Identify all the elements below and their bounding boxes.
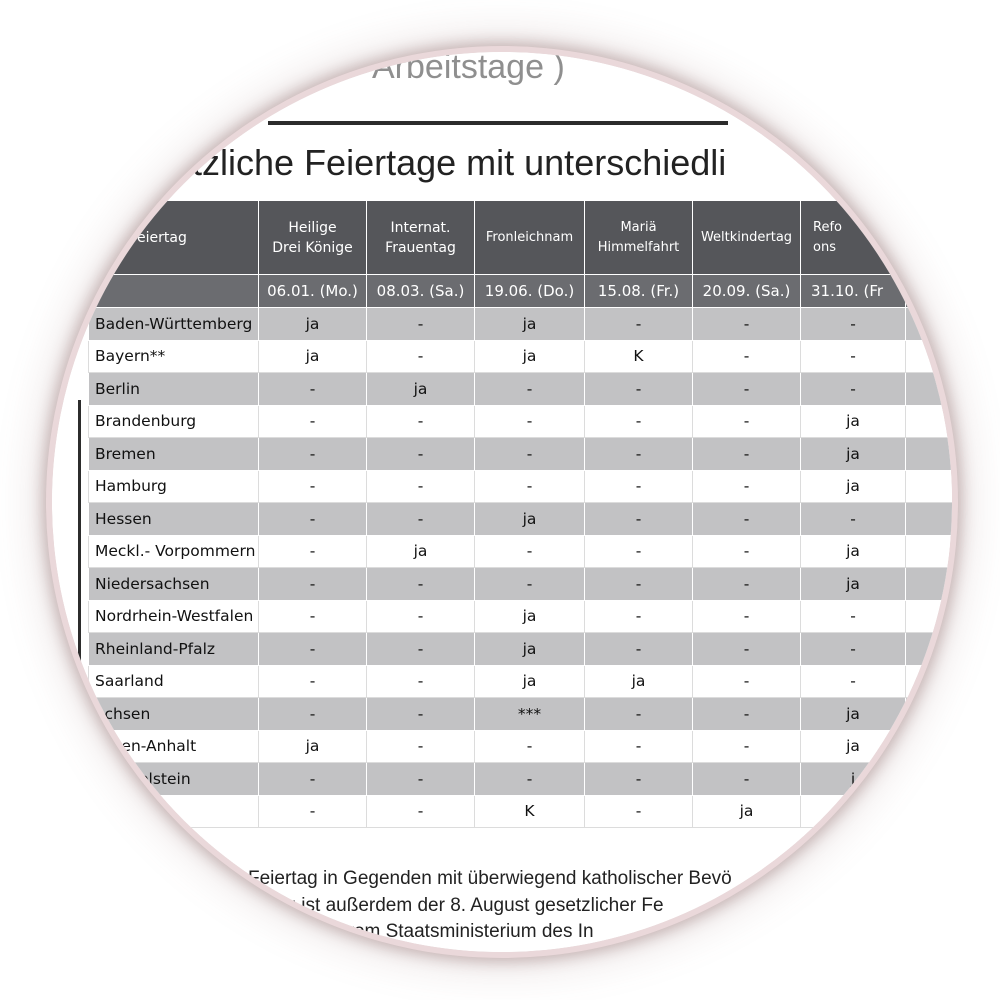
state-name-cell: Bremen bbox=[89, 438, 259, 471]
state-name-cell: Hessen bbox=[89, 503, 259, 536]
top-divider bbox=[268, 121, 728, 125]
state-name-cell: wig-Holstein bbox=[89, 763, 259, 796]
value-cell: - bbox=[693, 503, 801, 536]
column-header-weltkindertag: Weltkindertag bbox=[693, 201, 801, 275]
value-cell: - bbox=[367, 568, 475, 601]
value-cell bbox=[906, 633, 953, 666]
state-name-cell: chsen-Anhalt bbox=[89, 730, 259, 763]
value-cell: - bbox=[801, 503, 906, 536]
date-cell bbox=[906, 275, 953, 308]
value-cell: ja bbox=[801, 470, 906, 503]
value-cell: - bbox=[693, 405, 801, 438]
state-name-cell: Saarland bbox=[89, 665, 259, 698]
date-cell: 15.08. (Fr.) bbox=[585, 275, 693, 308]
document-page bbox=[52, 52, 952, 952]
column-header-holiday: eiertag bbox=[89, 201, 259, 275]
value-cell: - bbox=[801, 308, 906, 341]
value-cell: - bbox=[475, 763, 585, 796]
value-cell: - bbox=[475, 730, 585, 763]
table-row bbox=[89, 698, 953, 731]
column-header-mariae-himmelfahrt: Mariä Himmelfahrt bbox=[585, 201, 693, 275]
value-cell: ja bbox=[475, 600, 585, 633]
column-header-fronleichnam: Fronleichnam bbox=[475, 201, 585, 275]
value-cell bbox=[906, 730, 953, 763]
value-cell bbox=[906, 503, 953, 536]
date-cell: 20.09. (Sa.) bbox=[693, 275, 801, 308]
table-row bbox=[89, 470, 953, 503]
value-cell: - bbox=[693, 568, 801, 601]
value-cell: ja bbox=[475, 503, 585, 536]
value-cell bbox=[906, 340, 953, 373]
value-cell: - bbox=[367, 763, 475, 796]
footnote-line-1: Feiertag in Gegenden mit überwiegend katholischer Bevö bbox=[248, 868, 732, 889]
value-cell: - bbox=[585, 568, 693, 601]
value-cell bbox=[906, 308, 953, 341]
value-cell: ja bbox=[475, 308, 585, 341]
value-cell: - bbox=[801, 373, 906, 406]
value-cell: - bbox=[585, 535, 693, 568]
table-row bbox=[89, 535, 953, 568]
value-cell bbox=[906, 405, 953, 438]
value-cell: - bbox=[693, 470, 801, 503]
value-cell: ja bbox=[801, 698, 906, 731]
column-header-extra bbox=[906, 201, 953, 275]
value-cell: - bbox=[585, 730, 693, 763]
value-cell bbox=[906, 438, 953, 471]
value-cell: - bbox=[259, 405, 367, 438]
value-cell bbox=[906, 568, 953, 601]
value-cell: - bbox=[585, 763, 693, 796]
date-cell: 08.03. (Sa.) bbox=[367, 275, 475, 308]
value-cell: - bbox=[259, 763, 367, 796]
value-cell: - bbox=[693, 373, 801, 406]
table-row bbox=[89, 763, 953, 796]
value-cell: ja bbox=[259, 340, 367, 373]
value-cell: - bbox=[801, 633, 906, 666]
value-cell: - bbox=[585, 405, 693, 438]
state-name-cell: Berlin bbox=[89, 373, 259, 406]
table-row bbox=[89, 600, 953, 633]
value-cell: - bbox=[367, 600, 475, 633]
value-cell: - bbox=[585, 633, 693, 666]
value-cell: ja bbox=[801, 438, 906, 471]
value-cell: - bbox=[585, 503, 693, 536]
table-row bbox=[89, 373, 953, 406]
value-cell bbox=[906, 795, 953, 828]
value-cell: ja bbox=[801, 405, 906, 438]
value-cell: - bbox=[475, 568, 585, 601]
value-cell: - bbox=[693, 763, 801, 796]
state-name-cell: Baden-Württemberg bbox=[89, 308, 259, 341]
table-row bbox=[89, 665, 953, 698]
state-name-cell bbox=[89, 795, 259, 828]
value-cell: - bbox=[693, 633, 801, 666]
table-date-row bbox=[89, 275, 953, 308]
value-cell: - bbox=[259, 568, 367, 601]
value-cell: - bbox=[693, 665, 801, 698]
value-cell bbox=[906, 665, 953, 698]
value-cell bbox=[906, 535, 953, 568]
state-name-cell: Brandenburg bbox=[89, 405, 259, 438]
value-cell: - bbox=[259, 438, 367, 471]
table-row bbox=[89, 633, 953, 666]
value-cell: K bbox=[475, 795, 585, 828]
value-cell: - bbox=[367, 438, 475, 471]
page-title: etzliche Feiertage mit unterschiedli bbox=[172, 142, 727, 183]
value-cell: ja bbox=[259, 730, 367, 763]
table-row bbox=[89, 438, 953, 471]
value-cell: ja bbox=[585, 665, 693, 698]
column-header-reformationstag: Refo ons bbox=[801, 201, 906, 275]
value-cell: - bbox=[693, 308, 801, 341]
state-name-cell: Nordrhein-Westfalen bbox=[89, 600, 259, 633]
value-cell: - bbox=[367, 665, 475, 698]
left-border-line bbox=[78, 400, 81, 700]
value-cell: - bbox=[693, 340, 801, 373]
value-cell: - bbox=[259, 503, 367, 536]
footnote-line-3: en vom Staatsministerium des In bbox=[318, 921, 594, 942]
value-cell: - bbox=[693, 438, 801, 471]
footnote-line-2: burg ist außerdem der 8. August gesetzlicher Fe bbox=[258, 895, 664, 916]
value-cell: - bbox=[367, 308, 475, 341]
value-cell: K bbox=[585, 340, 693, 373]
value-cell bbox=[906, 698, 953, 731]
value-cell: j bbox=[801, 763, 906, 796]
value-cell: - bbox=[585, 795, 693, 828]
date-cell: 06.01. (Mo.) bbox=[259, 275, 367, 308]
state-name-cell: Bayern** bbox=[89, 340, 259, 373]
value-cell: - bbox=[693, 730, 801, 763]
value-cell: - bbox=[801, 665, 906, 698]
value-cell: - bbox=[801, 600, 906, 633]
state-name-cell: Niedersachsen bbox=[89, 568, 259, 601]
table-row bbox=[89, 340, 953, 373]
value-cell: - bbox=[259, 795, 367, 828]
value-cell: - bbox=[259, 698, 367, 731]
value-cell: - bbox=[259, 600, 367, 633]
value-cell bbox=[906, 763, 953, 796]
value-cell bbox=[906, 373, 953, 406]
value-cell: ja bbox=[367, 373, 475, 406]
value-cell: - bbox=[475, 373, 585, 406]
value-cell: - bbox=[475, 535, 585, 568]
value-cell: - bbox=[693, 698, 801, 731]
value-cell: - bbox=[475, 405, 585, 438]
value-cell: - bbox=[585, 698, 693, 731]
value-cell: ja bbox=[801, 535, 906, 568]
value-cell: ja bbox=[259, 308, 367, 341]
value-cell bbox=[906, 470, 953, 503]
magnifier-lens bbox=[52, 52, 952, 952]
partial-heading: Arbeitstage ) bbox=[372, 52, 565, 86]
value-cell: - bbox=[367, 340, 475, 373]
value-cell: - bbox=[693, 600, 801, 633]
value-cell: ja bbox=[801, 568, 906, 601]
value-cell: - bbox=[367, 470, 475, 503]
value-cell: - bbox=[693, 535, 801, 568]
holiday-table bbox=[88, 200, 952, 828]
value-cell: ja bbox=[801, 730, 906, 763]
value-cell: - bbox=[801, 340, 906, 373]
value-cell: - bbox=[367, 730, 475, 763]
value-cell bbox=[906, 600, 953, 633]
value-cell: - bbox=[367, 795, 475, 828]
table-row bbox=[89, 795, 953, 828]
value-cell: - bbox=[475, 438, 585, 471]
value-cell: - bbox=[367, 633, 475, 666]
value-cell: - bbox=[259, 665, 367, 698]
value-cell bbox=[801, 795, 906, 828]
value-cell: - bbox=[585, 308, 693, 341]
value-cell: - bbox=[259, 373, 367, 406]
state-name-cell: Hamburg bbox=[89, 470, 259, 503]
table-row bbox=[89, 405, 953, 438]
table-row bbox=[89, 503, 953, 536]
table-header-row bbox=[89, 201, 953, 275]
column-header-frauentag: Internat. Frauentag bbox=[367, 201, 475, 275]
table-row bbox=[89, 308, 953, 341]
value-cell: - bbox=[585, 600, 693, 633]
table-row bbox=[89, 730, 953, 763]
value-cell: - bbox=[367, 698, 475, 731]
state-name-cell: Rheinland-Pfalz bbox=[89, 633, 259, 666]
date-cell-empty bbox=[89, 275, 259, 308]
value-cell: ja bbox=[367, 535, 475, 568]
value-cell: - bbox=[585, 373, 693, 406]
date-cell: 31.10. (Fr bbox=[801, 275, 906, 308]
value-cell: - bbox=[585, 470, 693, 503]
table-body bbox=[89, 308, 953, 828]
value-cell: - bbox=[367, 503, 475, 536]
value-cell: ja bbox=[475, 633, 585, 666]
column-header-heilige-drei-koenige: Heilige Drei Könige bbox=[259, 201, 367, 275]
value-cell: - bbox=[259, 535, 367, 568]
value-cell: - bbox=[585, 438, 693, 471]
value-cell: - bbox=[475, 470, 585, 503]
state-name-cell: achsen bbox=[89, 698, 259, 731]
value-cell: ja bbox=[475, 340, 585, 373]
state-name-cell: Meckl.- Vorpommern bbox=[89, 535, 259, 568]
table-row bbox=[89, 568, 953, 601]
value-cell: ja bbox=[693, 795, 801, 828]
date-cell: 19.06. (Do.) bbox=[475, 275, 585, 308]
value-cell: - bbox=[367, 405, 475, 438]
value-cell: *** bbox=[475, 698, 585, 731]
value-cell: - bbox=[259, 470, 367, 503]
value-cell: ja bbox=[475, 665, 585, 698]
value-cell: - bbox=[259, 633, 367, 666]
